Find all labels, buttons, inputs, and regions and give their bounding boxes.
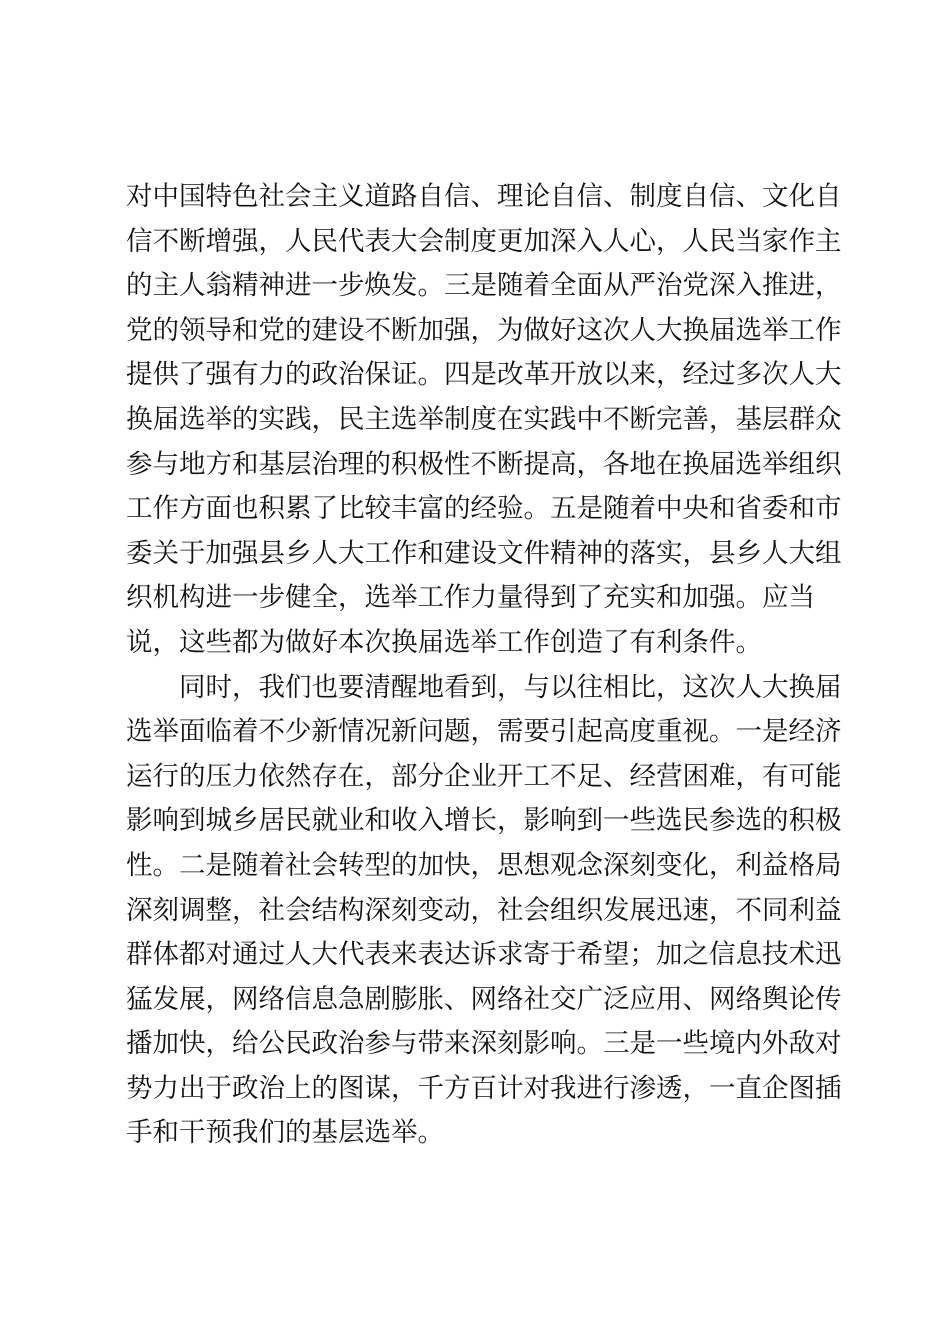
text-line: 信不断增强，人民代表大会制度更加深入人心，人民当家作主 [126,225,842,257]
paragraph-1 [126,175,842,666]
text-line: 党的领导和党的建设不断加强，为做好这次人大换届选举工作 [126,314,842,346]
text-line: 猛发展，网络信息急剧膨胀、网络社交广泛应用、网络舆论传 [126,983,842,1015]
text-line: 势力出于政治上的图谋，千方百计对我进行渗透，一直企图插 [126,1072,842,1104]
text-line: 深刻调整，社会结构深刻变动，社会组织发展迅速，不同利益 [126,894,842,926]
text-line: 手和干预我们的基层选举。 [126,1117,444,1149]
text-line: 对中国特色社会主义道路自信、理论自信、制度自信、文化自 [126,181,842,212]
text-line: 委关于加强县乡人大工作和建设文件精神的落实，县乡人大组 [126,537,842,569]
text-line: 换届选举的实践，民主选举制度在实践中不断完善，基层群众 [126,403,842,435]
text-line: 性。二是随着社会转型的加快，思想观念深刻变化，利益格局 [126,849,842,881]
text-line: 运行的压力依然存在，部分企业开工不足、经营困难，有可能 [126,760,842,792]
text-line: 群体都对通过人大代表来表达诉求寄于希望；加之信息技术迅 [126,939,842,971]
paragraph-2 [126,666,842,1157]
text-line: 选举面临着不少新情况新问题，需要引起高度重视。一是经济 [126,716,842,748]
text-line: 参与地方和基层治理的积极性不断提高，各地在换届选举组织 [126,448,842,480]
text-line: 织机构进一步健全，选举工作力量得到了充实和加强。应当 [126,582,815,614]
text-line: 同时，我们也要清醒地看到，与以往相比，这次人大换届 [179,671,842,703]
text-line: 说，这些都为做好本次换届选举工作创造了有利条件。 [126,626,762,658]
body-text [126,175,842,1156]
text-line: 工作方面也积累了比较丰富的经验。五是随着中央和省委和市 [126,493,842,525]
text-line: 的主人翁精神进一步焕发。三是随着全面从严治党深入推进， [126,270,842,302]
text-line: 提供了强有力的政治保证。四是改革开放以来，经过多次人大 [126,359,842,391]
text-line: 播加快，给公民政治参与带来深刻影响。三是一些境内外敌对 [126,1028,842,1060]
text-line: 影响到城乡居民就业和收入增长，影响到一些选民参选的积极 [126,805,842,837]
